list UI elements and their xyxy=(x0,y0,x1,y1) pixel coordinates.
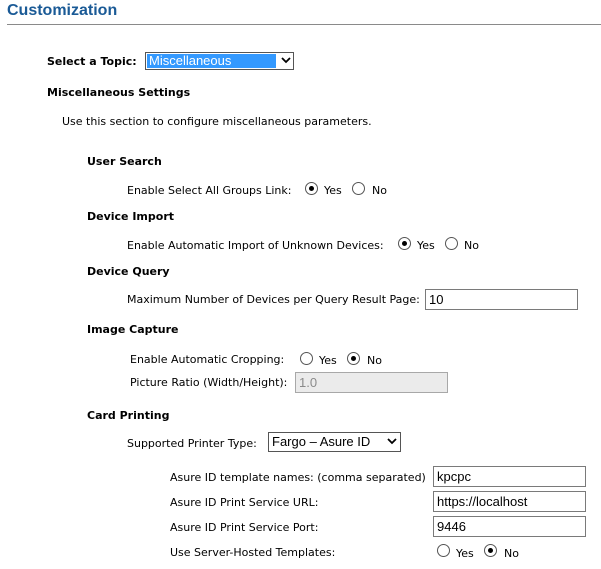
template-names-input[interactable]: kpcpc xyxy=(433,466,586,487)
device-import-heading: Device Import xyxy=(87,210,175,223)
server-templates-no-label: No xyxy=(504,547,519,560)
auto-crop-yes-radio[interactable] xyxy=(300,352,313,365)
auto-crop-yes-label: Yes xyxy=(319,354,337,367)
printer-type-value: Fargo – Asure ID xyxy=(272,434,371,449)
image-capture-heading: Image Capture xyxy=(87,323,179,336)
print-service-url-label: Asure ID Print Service URL: xyxy=(170,496,319,509)
auto-import-no-radio[interactable] xyxy=(445,237,458,250)
server-templates-label: Use Server-Hosted Templates: xyxy=(170,546,336,559)
print-service-port-label: Asure ID Print Service Port: xyxy=(170,521,319,534)
select-all-groups-no-label: No xyxy=(372,184,387,197)
auto-crop-no-radio[interactable] xyxy=(347,352,360,365)
server-templates-yes-radio[interactable] xyxy=(437,544,450,557)
section-description: Use this section to configure miscellaneous parameters. xyxy=(62,115,372,128)
server-templates-yes-label: Yes xyxy=(456,547,474,560)
select-all-groups-yes-label: Yes xyxy=(324,184,342,197)
select-all-groups-no-radio[interactable] xyxy=(352,182,365,195)
print-service-port-input[interactable]: 9446 xyxy=(433,516,586,537)
card-printing-heading: Card Printing xyxy=(87,409,170,422)
max-devices-label: Maximum Number of Devices per Query Result Page: xyxy=(127,293,420,306)
auto-import-yes-label: Yes xyxy=(417,239,435,252)
topic-label: Select a Topic: xyxy=(47,55,137,68)
device-query-heading: Device Query xyxy=(87,265,170,278)
select-all-groups-label: Enable Select All Groups Link: xyxy=(127,184,292,197)
section-heading: Miscellaneous Settings xyxy=(47,86,191,99)
auto-import-no-label: No xyxy=(464,239,479,252)
template-names-label: Asure ID template names: (comma separated) xyxy=(170,471,426,484)
select-all-groups-yes-radio[interactable] xyxy=(305,182,318,195)
chevron-down-icon xyxy=(281,57,291,64)
chevron-down-icon xyxy=(387,438,397,445)
auto-crop-no-label: No xyxy=(367,354,382,367)
server-templates-no-radio[interactable] xyxy=(484,544,497,557)
topic-select[interactable] xyxy=(145,52,294,70)
auto-crop-label: Enable Automatic Cropping: xyxy=(130,353,285,366)
title-divider xyxy=(7,24,601,25)
picture-ratio-input[interactable]: 1.0 xyxy=(295,372,448,393)
auto-import-label: Enable Automatic Import of Unknown Devices: xyxy=(127,239,384,252)
printer-type-label: Supported Printer Type: xyxy=(127,437,257,450)
auto-import-yes-radio[interactable] xyxy=(398,237,411,250)
picture-ratio-label: Picture Ratio (Width/Height): xyxy=(130,376,288,389)
print-service-url-input[interactable]: https://localhost xyxy=(433,491,586,512)
topic-select-value: Miscellaneous xyxy=(147,54,276,68)
printer-type-select[interactable] xyxy=(268,432,401,452)
page-title: Customization xyxy=(7,2,118,19)
max-devices-input[interactable]: 10 xyxy=(425,289,578,310)
user-search-heading: User Search xyxy=(87,155,162,168)
